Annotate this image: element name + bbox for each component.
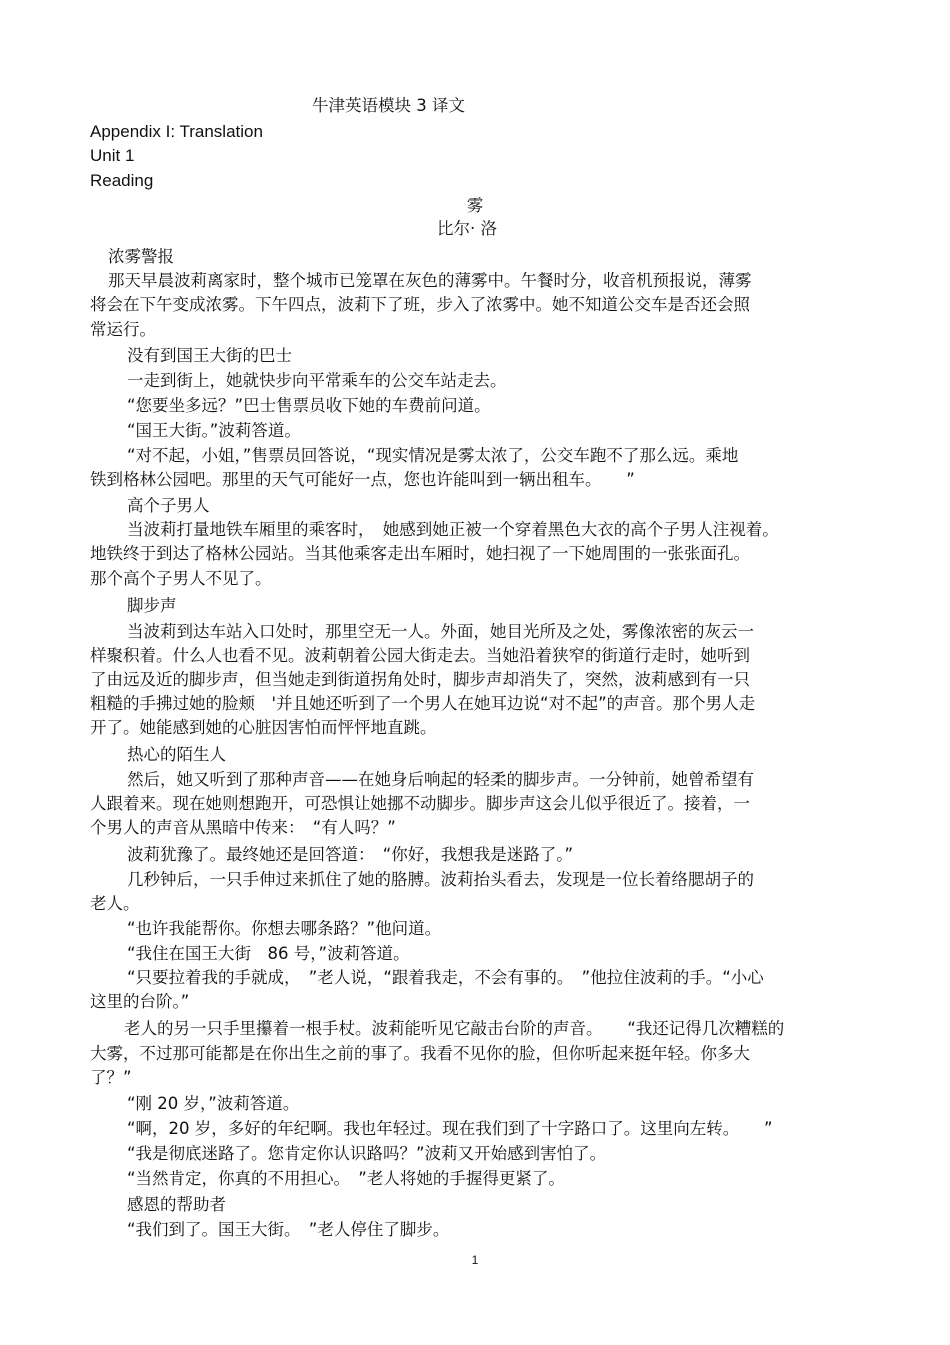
body-line: “我住在国王大街 86 号，”波莉答道。 — [127, 944, 410, 963]
story-author: 比尔· 洛 — [437, 219, 497, 238]
body-line: 那个高个子男人不见了。 — [90, 569, 272, 588]
body-line: “只要拉着我的手就成， ”老人说，“跟着我走，不会有事的。 ”他拉住波莉的手。“小心 — [127, 968, 764, 987]
body-line: 了由远及近的脚步声，但当她走到街道拐角处时，脚步声却消失了，突然，波莉感到有一只 — [90, 670, 750, 689]
subheading: 脚步声 — [127, 596, 177, 615]
body-line: “也许我能帮你。你想去哪条路？”他问道。 — [127, 919, 442, 938]
body-line: 一走到街上，她就快步向平常乘车的公交车站走去。 — [127, 371, 507, 390]
body-line: 开了。她能感到她的心脏因害怕而怦怦地直跳。 — [90, 718, 437, 737]
body-line: “啊，20 岁，多好的年纪啊。我也年轻过。现在我们到了十字路口了。这里向左转。 ” — [127, 1119, 773, 1138]
subheading: 热心的陌生人 — [127, 745, 226, 764]
document-title: 牛津英语模块 3 译文 — [312, 96, 465, 115]
page-number: 1 — [471, 1253, 479, 1267]
body-line: 将会在下午变成浓雾。下午四点，波莉下了班，步入了浓雾中。她不知道公交车是否还会照 — [90, 295, 750, 314]
body-line: “对不起，小姐，”售票员回答说，“现实情况是雾太浓了，公交车跑不了那么远。乘地 — [127, 446, 739, 465]
body-line: 地铁终于到达了格林公园站。当其他乘客走出车厢时，她扫视了一下她周围的一张张面孔。 — [90, 544, 750, 563]
body-line: 铁到格林公园吧。那里的天气可能好一点，您也许能叫到一辆出租车。 ” — [90, 470, 635, 489]
body-line: 人跟着来。现在她则想跑开，可恐惧让她挪不动脚步。脚步声这会儿似乎很近了。接着，一 — [90, 794, 750, 813]
body-line: 样聚积着。什么人也看不见。波莉朝着公园大街走去。当她沿着狭窄的街道行走时，她听到 — [90, 646, 750, 665]
subheading: 高个子男人 — [127, 496, 210, 515]
body-line: 当波莉打量地铁车厢里的乘客时， 她感到她正被一个穿着黑色大衣的高个子男人注视着。 — [127, 520, 779, 539]
story-title: 雾 — [466, 196, 484, 215]
body-line: “您要坐多远？”巴士售票员收下她的车费前问道。 — [127, 396, 491, 415]
unit-heading: Unit 1 — [90, 146, 135, 165]
body-line: 当波莉到达车站入口处时，那里空无一人。外面，她目光所及之处，雾像浓密的灰云一 — [127, 622, 754, 641]
subheading: 感恩的帮助者 — [127, 1195, 226, 1214]
body-line: 这里的台阶。” — [90, 992, 190, 1011]
body-line: 常运行。 — [90, 320, 156, 339]
body-line: 个男人的声音从黑暗中传来： “有人吗？” — [90, 818, 396, 837]
body-line: “当然肯定，你真的不用担心。 ”老人将她的手握得更紧了。 — [127, 1169, 565, 1188]
body-line: 几秒钟后，一只手伸过来抓住了她的胳膊。波莉抬头看去，发现是一位长着络腮胡子的 — [127, 870, 754, 889]
body-line: 大雾，不过那可能都是在你出生之前的事了。我看不见你的脸，但你听起来挺年轻。你多大 — [90, 1044, 750, 1063]
body-line: “我是彻底迷路了。您肯定你认识路吗？”波莉又开始感到害怕了。 — [127, 1144, 607, 1163]
body-line: 老人。 — [90, 894, 140, 913]
body-line: 波莉犹豫了。最终她还是回答道： “你好，我想我是迷路了。” — [127, 845, 574, 864]
subheading: 浓雾警报 — [108, 247, 174, 266]
body-line: 粗糙的手拂过她的脸颊 '并且她还听到了一个男人在她耳边说“对不起”的声音。那个男人走 — [90, 694, 756, 713]
body-line: 那天早晨波莉离家时，整个城市已笼罩在灰色的薄雾中。午餐时分，收音机预报说，薄雾 — [108, 271, 752, 290]
body-line: 然后，她又听到了那种声音——在她身后响起的轻柔的脚步声。一分钟前，她曾希望有 — [127, 770, 754, 789]
body-line: “刚 20 岁，”波莉答道。 — [127, 1094, 300, 1113]
body-line: 老人的另一只手里攥着一根手杖。波莉能听见它敲击台阶的声音。 “我还记得几次糟糕的 — [124, 1019, 785, 1038]
body-line: “我们到了。国王大街。 ”老人停住了脚步。 — [127, 1220, 450, 1239]
section-heading: Reading — [90, 171, 154, 190]
appendix-heading: Appendix I: Translation — [90, 122, 263, 141]
body-line: “国王大街。”波莉答道。 — [127, 421, 301, 440]
subheading: 没有到国王大街的巴士 — [127, 346, 292, 365]
body-line: 了？” — [90, 1068, 132, 1087]
